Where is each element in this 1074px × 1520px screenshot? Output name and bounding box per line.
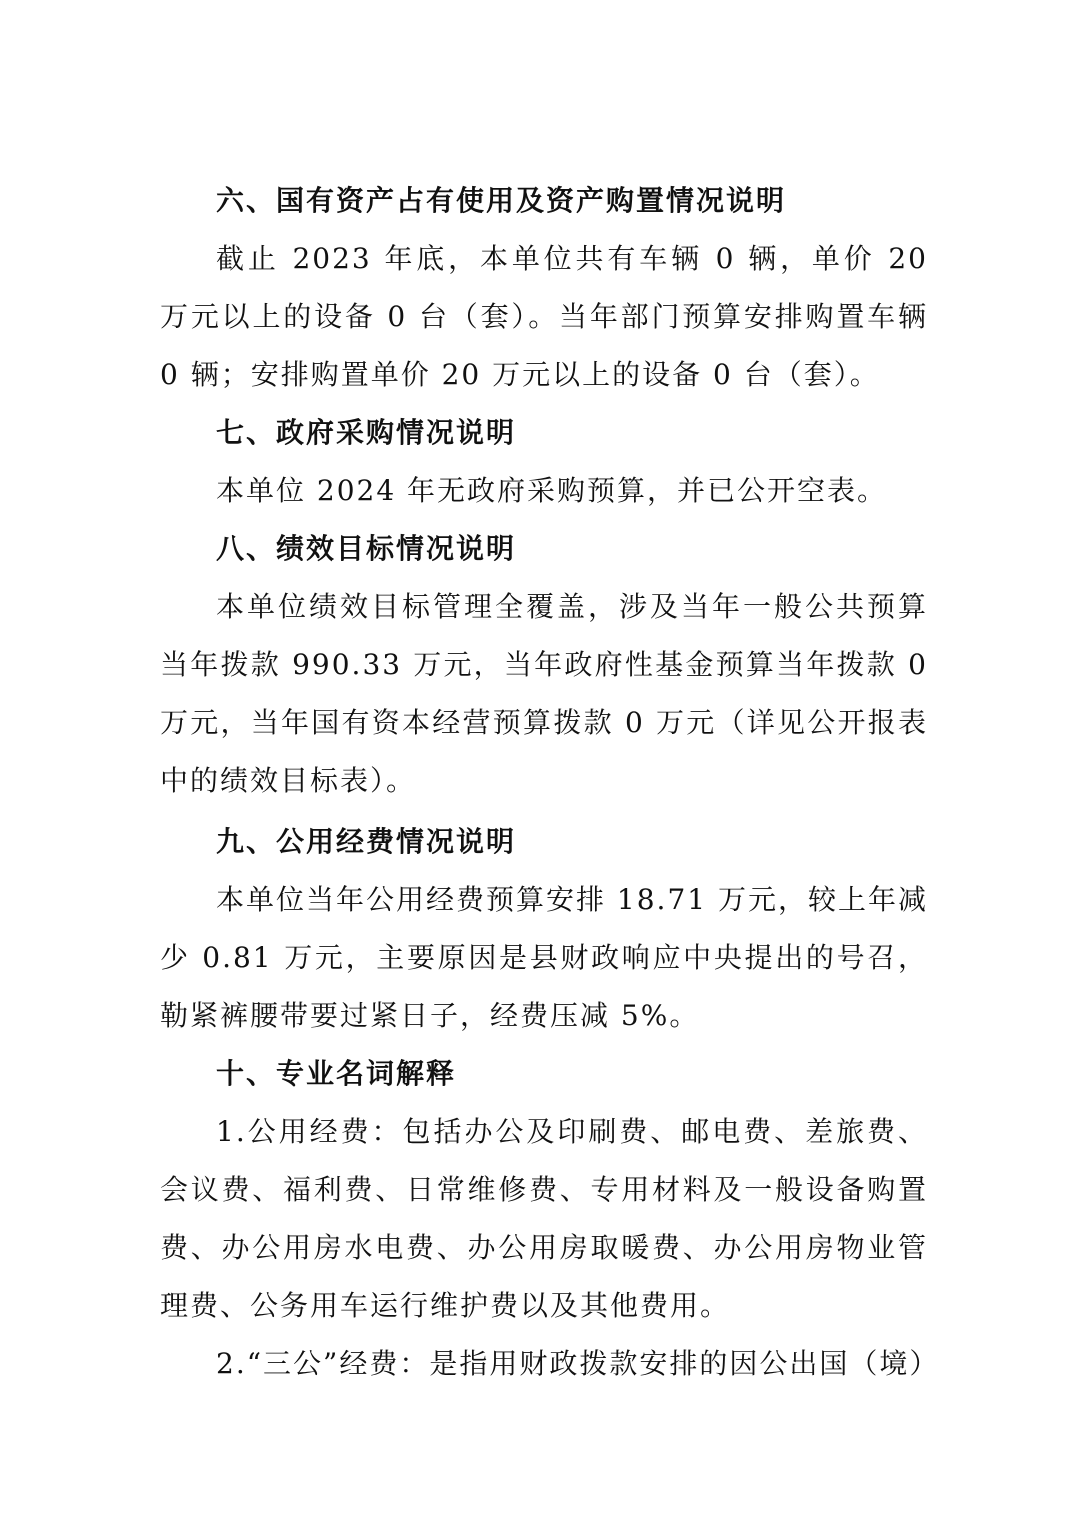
section-performance <box>160 520 928 810</box>
section-heading: 八、绩效目标情况说明 <box>216 532 517 565</box>
document-body <box>160 172 940 1393</box>
section-public-expenses <box>160 813 928 1045</box>
section-paragraph: 本单位绩效目标管理全覆盖，涉及当年一般公共预算当年拨款 990.33 万元，当年政府性基金预算当年拨款 0 万元，当年国有资本经营预算拨款 0 万元（详见公开报表中的绩效目标表）。 <box>160 590 928 797</box>
glossary-item: 2.“三公”经费：是指用财政拨款安排的因公出国（境） <box>216 1347 940 1380</box>
section-procurement <box>160 404 928 520</box>
section-heading: 六、国有资产占有使用及资产购置情况说明 <box>216 184 787 217</box>
section-paragraph: 本单位当年公用经费预算安排 18.71 万元，较上年减少 0.81 万元，主要原因是县财政响应中央提出的号召，勒紧裤腰带要过紧日子，经费压减 5%。 <box>160 883 928 1032</box>
section-heading: 九、公用经费情况说明 <box>216 825 517 858</box>
section-glossary <box>160 1045 940 1393</box>
section-heading: 十、专业名词解释 <box>216 1057 457 1090</box>
section-paragraph: 截止 2023 年底，本单位共有车辆 0 辆，单价 20 万元以上的设备 0 台（套）。当年部门预算安排购置车辆 0 辆；安排购置单价 20 万元以上的设备 0 台（套）。 <box>160 242 928 391</box>
glossary-item: 1.公用经费：包括办公及印刷费、邮电费、差旅费、会议费、福利费、日常维修费、专用材料及一般设备购置费、办公用房水电费、办公用房取暖费、办公用房物业管理费、公务用车运行维护费以及其他费用。 <box>160 1115 928 1322</box>
section-assets <box>160 172 928 404</box>
section-heading: 七、政府采购情况说明 <box>216 416 517 449</box>
section-paragraph: 本单位 2024 年无政府采购预算，并已公开空表。 <box>216 474 888 507</box>
